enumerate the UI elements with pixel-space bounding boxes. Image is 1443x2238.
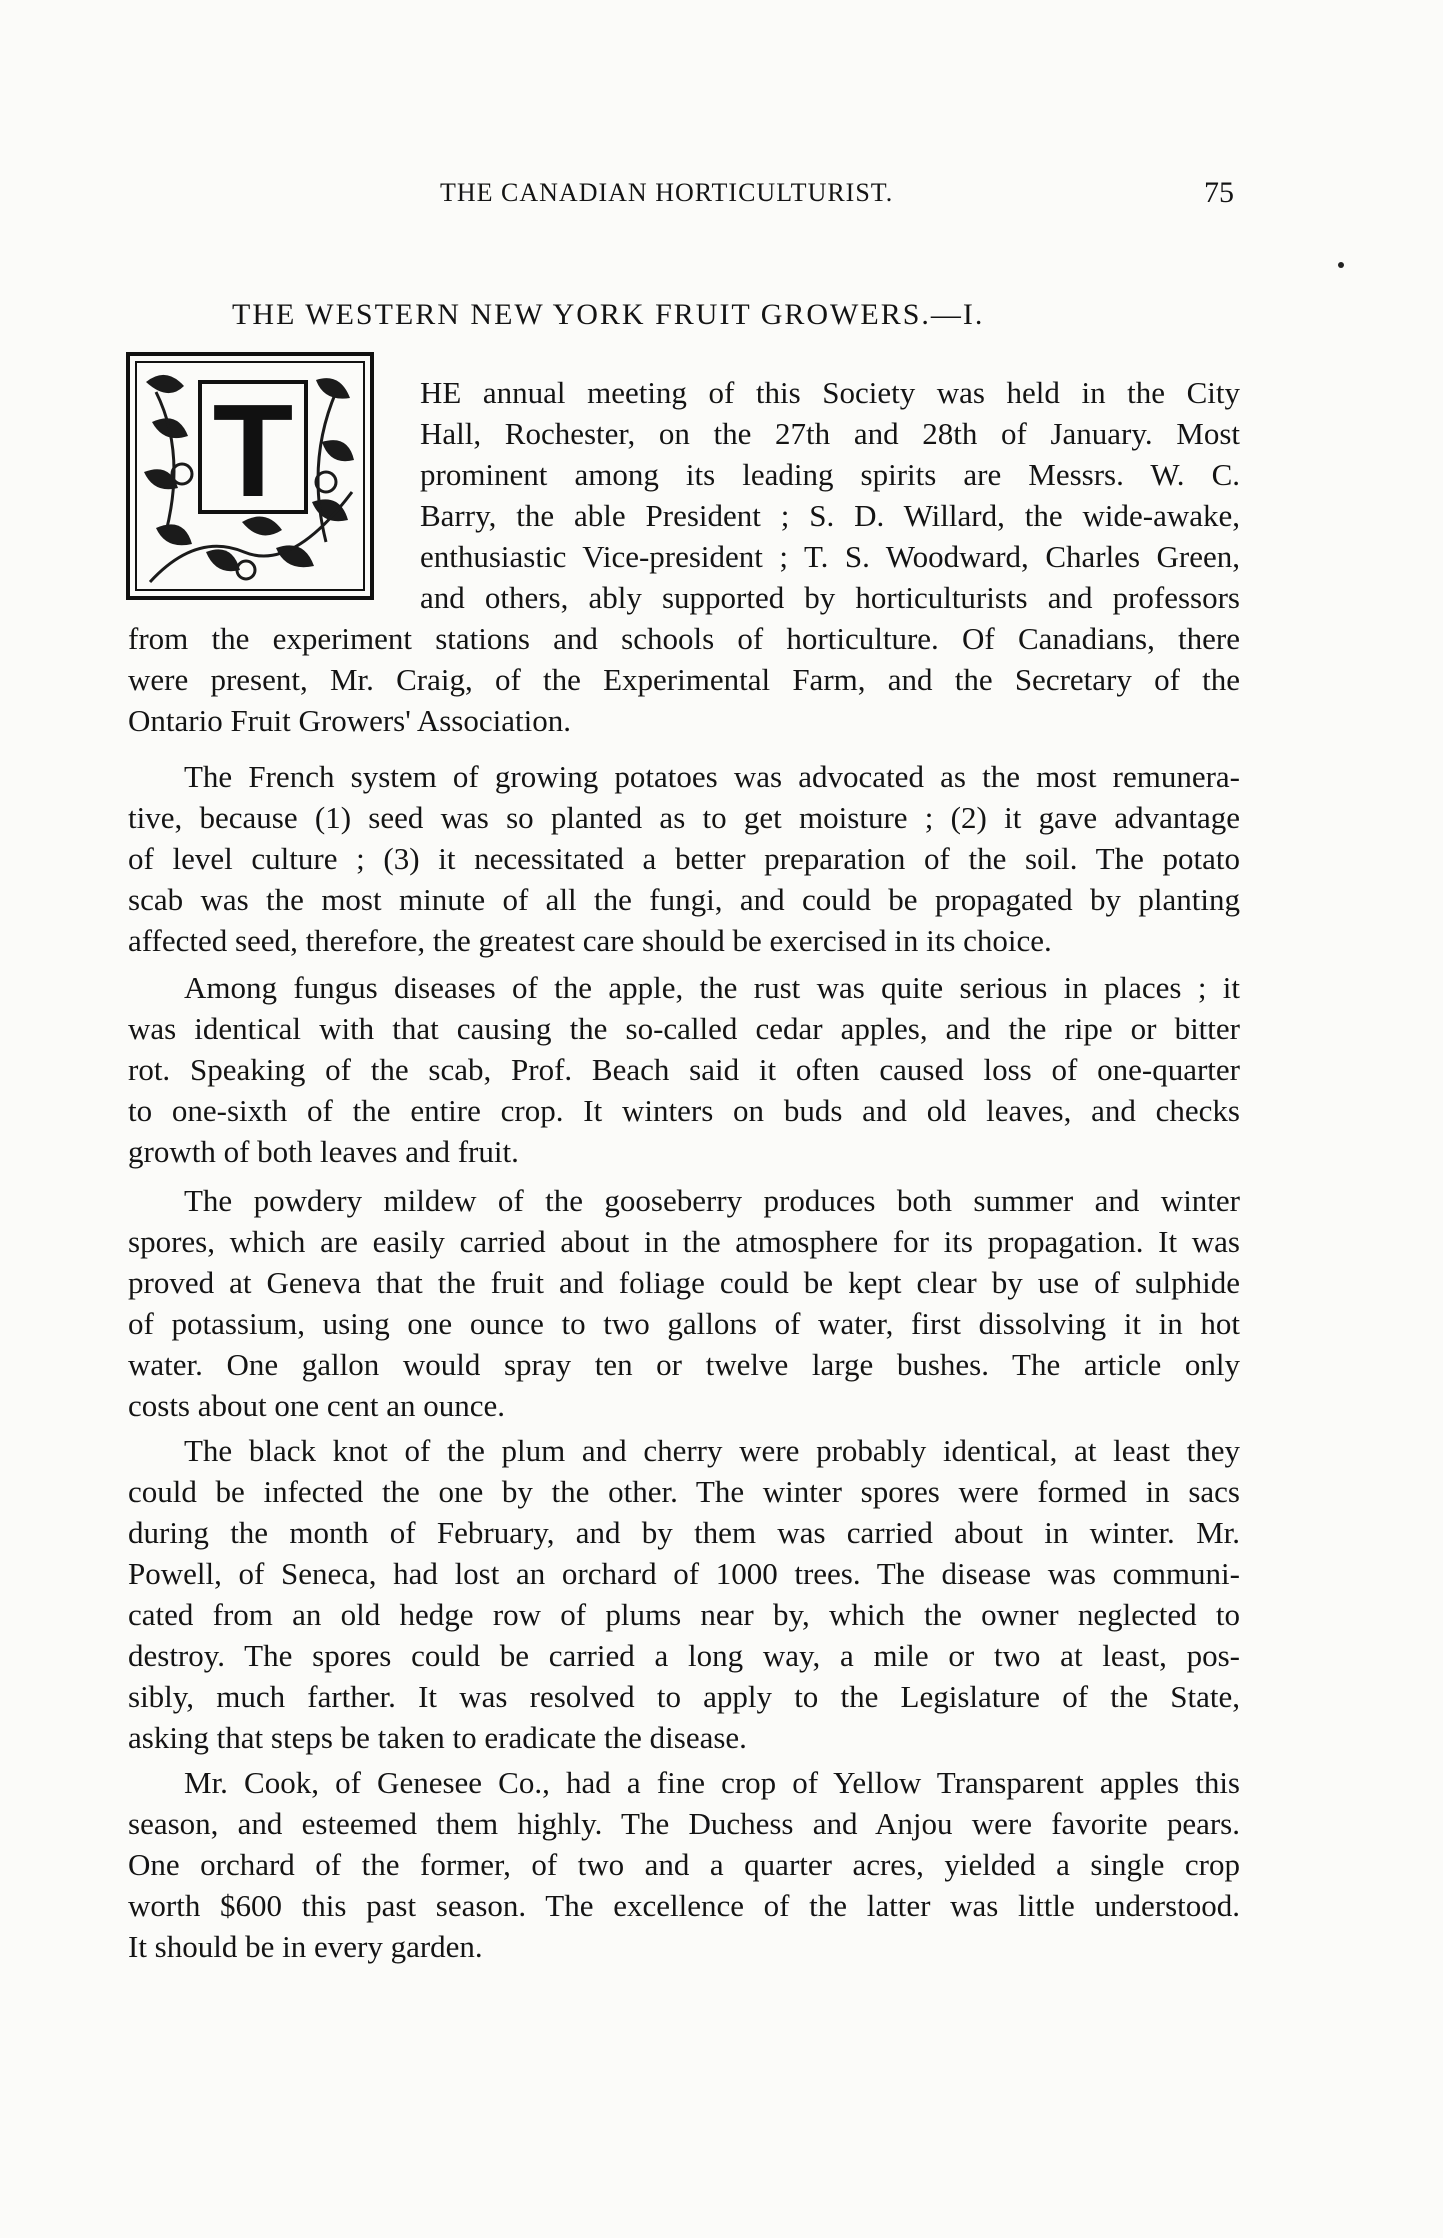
text-line: The powdery mildew of the gooseberry produces both summer and winter [184, 1183, 1240, 1218]
text-line: Mr. Cook, of Genesee Co., had a fine crop of Yellow Transparent apples this [184, 1765, 1240, 1800]
text-line: Barry, the able President ; S. D. Willard, the wide-awake, [420, 498, 1240, 533]
text-line: asking that steps be taken to eradicate the disease. [128, 1720, 747, 1755]
text-line: could be infected the one by the other. The winter spores were formed in sacs [128, 1474, 1240, 1509]
paragraph-6 [128, 1762, 1240, 1967]
paragraph-4 [128, 1180, 1240, 1426]
paragraph-5 [128, 1430, 1240, 1758]
text-line: rot. Speaking of the scab, Prof. Beach said it often caused loss of one-quarter [128, 1052, 1240, 1087]
text-line: sibly, much farther. It was resolved to apply to the Legislature of the State, [128, 1679, 1240, 1714]
text-line: Hall, Rochester, on the 27th and 28th of January. Most [420, 416, 1240, 451]
text-line: growth of both leaves and fruit. [128, 1134, 519, 1169]
paragraph-3 [128, 967, 1240, 1172]
text-line: The French system of growing potatoes was advocated as the most remunera- [184, 759, 1240, 794]
svg-text:T: T [212, 377, 294, 524]
text-line: of level culture ; (3) it necessitated a better preparation of the soil. The potato [128, 841, 1240, 876]
text-line: from the experiment stations and schools of horticulture. Of Canadians, there [128, 621, 1240, 656]
text-line: season, and esteemed them highly. The Duchess and Anjou were favorite pears. [128, 1806, 1240, 1841]
paragraph-1 [128, 372, 1240, 741]
running-head: THE CANADIAN HORTICULTURIST. [440, 178, 894, 207]
article-title: THE WESTERN NEW YORK FRUIT GROWERS.—I. [232, 298, 985, 331]
text-line: Among fungus diseases of the apple, the rust was quite serious in places ; it [184, 970, 1240, 1005]
text-line: costs about one cent an ounce. [128, 1388, 506, 1423]
text-line: water. One gallon would spray ten or twelve large bushes. The article only [128, 1347, 1240, 1382]
text-line: enthusiastic Vice-president ; T. S. Woodward, Charles Green, [420, 539, 1240, 574]
text-line: tive, because (1) seed was so planted as to get moisture ; (2) it gave advantage [128, 800, 1240, 835]
text-line: were present, Mr. Craig, of the Experimental Farm, and the Secretary of the [128, 662, 1240, 697]
text-line: and others, ably supported by horticulturists and professors [420, 580, 1240, 615]
text-line: The black knot of the plum and cherry were probably identical, at least they [184, 1433, 1240, 1468]
text-line: spores, which are easily carried about in the atmosphere for its propagation. It was [128, 1224, 1240, 1259]
text-line: of potassium, using one ounce to two gallons of water, first dissolving it in hot [128, 1306, 1240, 1341]
text-line: scab was the most minute of all the fungi, and could be propagated by planting [128, 882, 1240, 917]
text-line: It should be in every garden. [128, 1929, 483, 1964]
text-line: prominent among its leading spirits are Messrs. W. C. [420, 457, 1240, 492]
text-line: worth $600 this past season. The excellence of the latter was little understood. [128, 1888, 1240, 1923]
paragraph-2 [128, 756, 1240, 961]
text-line: destroy. The spores could be carried a long way, a mile or two at least, pos- [128, 1638, 1240, 1673]
text-line: affected seed, therefore, the greatest care should be exercised in its choice. [128, 923, 1052, 958]
text-line: was identical with that causing the so-called cedar apples, and the ripe or bitter [128, 1011, 1240, 1046]
text-line: One orchard of the former, of two and a quarter acres, yielded a single crop [128, 1847, 1240, 1882]
text-line: proved at Geneva that the fruit and foliage could be kept clear by use of sulphide [128, 1265, 1240, 1300]
text-line: Ontario Fruit Growers' Association. [128, 703, 571, 738]
text-line: Powell, of Seneca, had lost an orchard of 1000 trees. The disease was communi- [128, 1556, 1240, 1591]
text-line: during the month of February, and by them was carried about in winter. Mr. [128, 1515, 1240, 1550]
page-number: 75 [1204, 176, 1234, 209]
text-line: to one-sixth of the entire crop. It winters on buds and old leaves, and checks [128, 1093, 1240, 1128]
ink-speck [1338, 262, 1344, 268]
text-line: HE annual meeting of this Society was held in the City [420, 375, 1240, 410]
text-line: cated from an old hedge row of plums near by, which the owner neglected to [128, 1597, 1240, 1632]
